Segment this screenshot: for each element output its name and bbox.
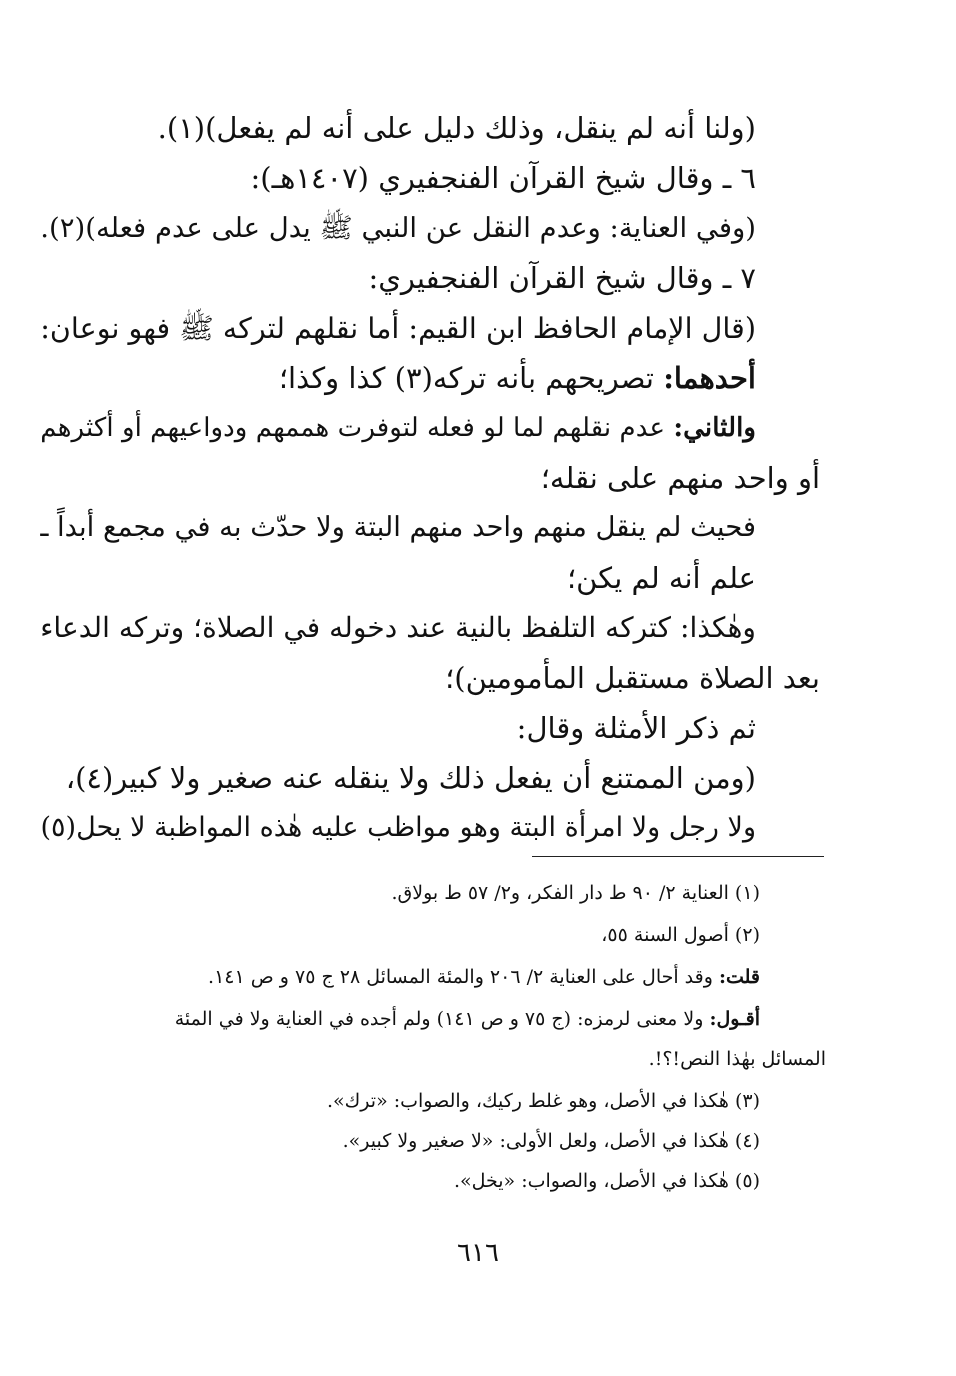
body-line-text: ثم ذكر الأمثلة وقال: bbox=[516, 711, 756, 745]
body-line-14 bbox=[66, 758, 756, 806]
footnote-2 bbox=[601, 922, 760, 958]
body-line-text: وهٰكذا: كتركه التلفظ بالنية عند دخوله في الصلاة؛ وتركه الدعاء bbox=[40, 611, 756, 644]
footnote-text: (٤) هٰكذا في الأصل، ولعل الأولى: «لا صغير ولا كبير». bbox=[342, 1130, 760, 1152]
footnote-3 bbox=[327, 1088, 760, 1124]
page-number: ٦١٦ bbox=[457, 1238, 499, 1268]
body-line-12 bbox=[445, 658, 820, 706]
body-line-text: أو واحد منهم على نقله؛ bbox=[540, 461, 820, 495]
body-line-7 bbox=[40, 408, 756, 456]
body-line-text: (ومن الممتنع أن يفعل ذلك ولا ينقله عنه صغير ولا كبير(٤)، bbox=[65, 761, 756, 795]
body-line-text: (ولنا أنه لم ينقل، وذلك دليل على أنه لم يفعل)(١). bbox=[157, 111, 756, 145]
footnote-1 bbox=[391, 880, 760, 916]
footnote-note-2-cont bbox=[649, 1046, 826, 1082]
body-line-11 bbox=[40, 608, 756, 656]
footnote-separator bbox=[532, 856, 824, 857]
body-line-3 bbox=[40, 208, 756, 256]
body-line-15 bbox=[40, 808, 756, 856]
body-line-2 bbox=[250, 158, 756, 206]
body-line-text: ولا رجل ولا امرأة البتة وهو مواظب عليه هٰذه المواظبة لا يحل(٥) bbox=[40, 812, 756, 843]
body-line-text: ٧ ـ وقال شيخ القرآن الفنجفيري: bbox=[368, 261, 756, 295]
footnote-note-2 bbox=[175, 1006, 760, 1042]
footnote-5 bbox=[454, 1168, 760, 1204]
body-line-8 bbox=[541, 458, 820, 506]
term-label: والثاني: bbox=[673, 412, 756, 443]
body-line-9 bbox=[40, 508, 756, 556]
body-line-13 bbox=[517, 708, 756, 756]
body-line-text: تصريحهم بأنه تركه(٣) كذا وكذا؛ bbox=[278, 361, 664, 395]
footnote-4 bbox=[343, 1128, 760, 1164]
footnote-text: (٣) هٰكذا في الأصل، وهو غلط ركيك، والصواب: «ترك». bbox=[326, 1090, 760, 1112]
footnote-text: ولا معنى لرمزه: (ج ٧٥ و ص ١٤١) ولم أجده في العناية ولا في المئة bbox=[174, 1008, 710, 1030]
note-label: قلت: bbox=[718, 966, 760, 988]
term-label: أحدهما: bbox=[663, 361, 756, 395]
footnote-text: (٢) أصول السنة ٥٥، bbox=[601, 924, 760, 946]
body-line-1 bbox=[158, 108, 756, 156]
body-line-text: (قال الإمام الحافظ ابن القيم: أما نقلهم لتركه ﷺ فهو نوعان: bbox=[40, 311, 756, 345]
body-line-5 bbox=[40, 308, 756, 356]
footnote-text: (١) العناية ٢/ ٩٠ ط دار الفكر، و٢/ ٥٧ ط بولاق. bbox=[391, 882, 760, 904]
footnote-text: وقد أحال على العناية ٢/ ٢٠٦ والمئة المسائل ٢٨ ج ٧٥ و ص ١٤١. bbox=[208, 966, 719, 988]
body-line-text: عدم نقلهم لما لو فعله لتوفرت هممهم ودواعيهم أو أكثرهم bbox=[40, 413, 674, 443]
body-line-4 bbox=[368, 258, 756, 306]
body-line-text: (وفي العناية: وعدم النقل عن النبي ﷺ يدل على عدم فعله)(٢). bbox=[40, 212, 756, 244]
footnote-text: المسائل بهٰذا النص!؟!. bbox=[648, 1048, 826, 1070]
note-label: أقـول: bbox=[709, 1008, 760, 1030]
body-line-6 bbox=[279, 358, 756, 406]
footnote-text: (٥) هٰكذا في الأصل، والصواب: «يخل». bbox=[453, 1170, 760, 1192]
body-line-text: بعد الصلاة مستقبل المأمومين)؛ bbox=[445, 661, 820, 695]
footnote-note-1 bbox=[208, 964, 760, 1000]
body-line-text: علم أنه لم يكن؛ bbox=[566, 561, 756, 595]
body-line-10 bbox=[567, 558, 756, 606]
body-line-text: ٦ ـ وقال شيخ القرآن الفنجفيري (١٤٠٧هـ): bbox=[250, 161, 756, 195]
body-line-text: فحيث لم ينقل منهم واحد منهم البتة ولا حدّث به في مجمع أبداً ـ bbox=[40, 512, 756, 543]
